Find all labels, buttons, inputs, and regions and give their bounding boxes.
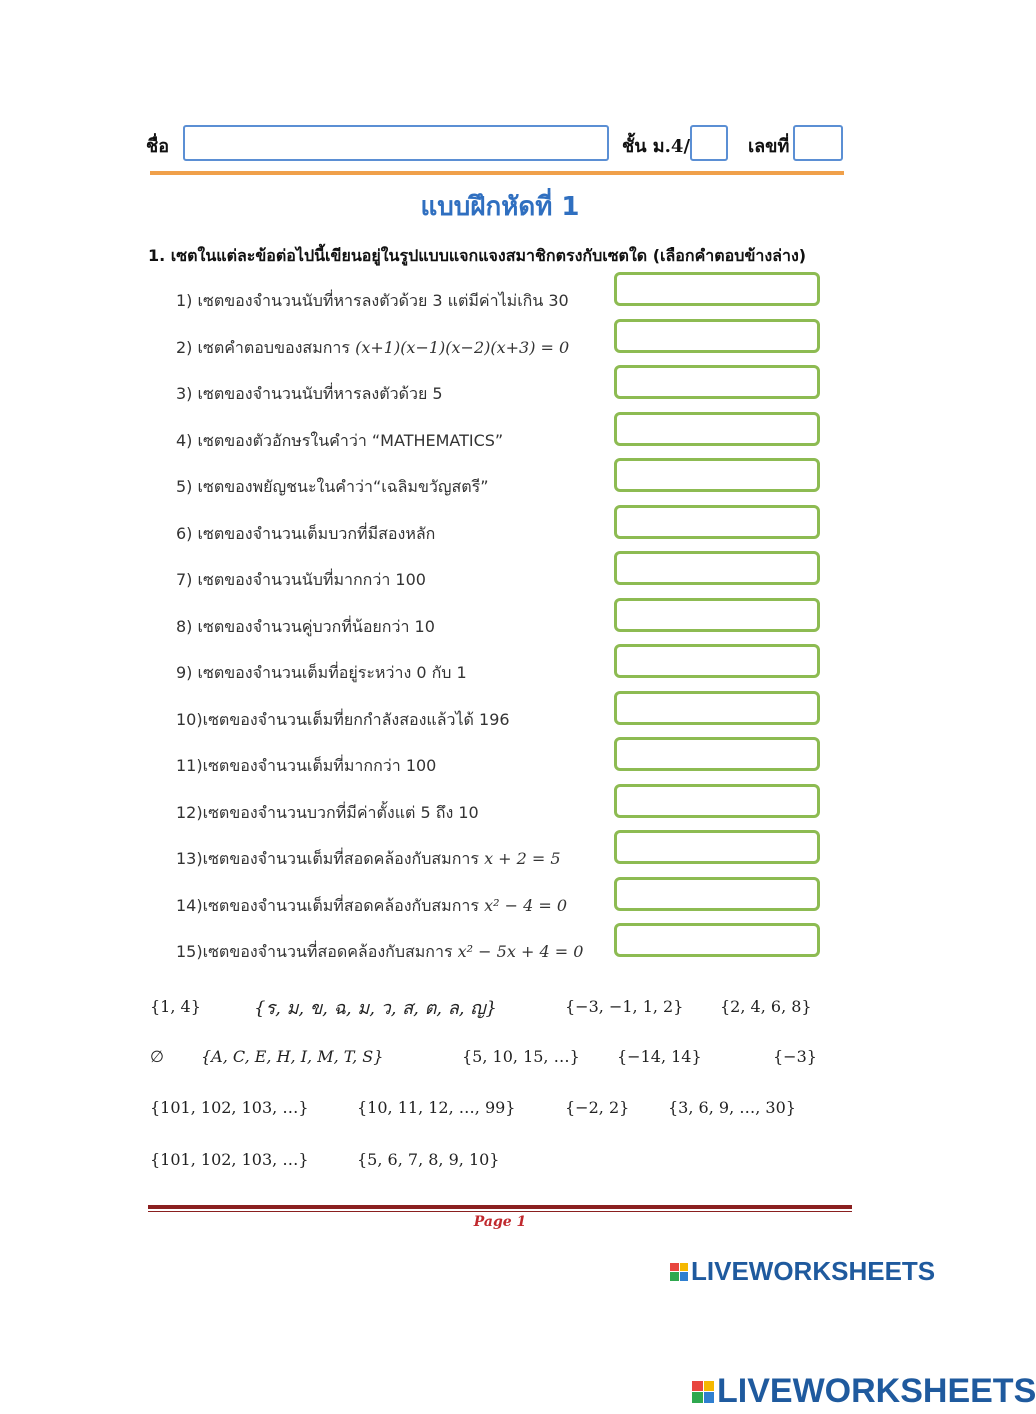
class-label: ชั้น ม.4/ bbox=[622, 136, 691, 157]
item-3 bbox=[176, 382, 443, 407]
item-equation: x + 2 = 5 bbox=[484, 849, 561, 868]
class-input[interactable] bbox=[690, 125, 728, 161]
answer-box-5[interactable] bbox=[614, 458, 820, 492]
brand-logo-inner bbox=[670, 1256, 935, 1287]
item-equation: (x+1)(x−1)(x−2)(x+3) = 0 bbox=[355, 338, 570, 357]
footer-divider-thin bbox=[148, 1211, 852, 1212]
brand-text: LIVEWORKSHEETS bbox=[691, 1256, 936, 1286]
item-14 bbox=[176, 894, 567, 919]
question-text: 1. เซตในแต่ละข้อต่อไปนี้เขียนอยู่ในรูปแบบแจกแจงสมาชิกตรงกับเซตใด (เลือกคำตอบข้างล่าง) bbox=[148, 246, 807, 265]
item-15 bbox=[176, 940, 583, 965]
choice-2: {ร, ม, ข, ฉ, ม, ว, ส, ต, ล, ญ} bbox=[254, 998, 498, 1019]
item-text: 8) เซตของจำนวนคู่บวกที่น้อยกว่า 10 bbox=[176, 617, 435, 636]
item-11 bbox=[176, 754, 436, 779]
brand-text: LIVEWORKSHEETS bbox=[717, 1372, 1036, 1410]
item-text: 15)เซตของจำนวนที่สอดคล้องกับสมการ bbox=[176, 942, 458, 961]
item-text: 12)เซตของจำนวนบวกที่มีค่าตั้งแต่ 5 ถึง 10 bbox=[176, 803, 479, 822]
choice-10: {101, 102, 103, …} bbox=[150, 1098, 309, 1117]
choice-14: {101, 102, 103, …} bbox=[150, 1150, 309, 1169]
item-text: 6) เซตของจำนวนเต็มบวกที่มีสองหลัก bbox=[176, 524, 436, 543]
item-text: 5) เซตของพยัญชนะในคำว่า“เฉลิมขวัญสตรี” bbox=[176, 477, 489, 496]
answer-box-9[interactable] bbox=[614, 644, 820, 678]
header-divider bbox=[150, 171, 844, 175]
name-label: ชื่อ bbox=[146, 136, 170, 157]
answer-box-3[interactable] bbox=[614, 365, 820, 399]
item-text: 9) เซตของจำนวนเต็มที่อยู่ระหว่าง 0 กับ 1 bbox=[176, 663, 467, 682]
answer-box-11[interactable] bbox=[614, 737, 820, 771]
footer-divider bbox=[148, 1205, 852, 1209]
choice-3: {−3, −1, 1, 2} bbox=[565, 997, 684, 1016]
choice-4: {2, 4, 6, 8} bbox=[720, 997, 812, 1016]
item-4 bbox=[176, 429, 503, 454]
liveworksheets-icon bbox=[692, 1381, 714, 1403]
item-text: 2) เซตคำตอบของสมการ bbox=[176, 338, 356, 357]
page-number: Page 1 bbox=[473, 1214, 527, 1230]
name-input[interactable] bbox=[183, 125, 609, 161]
choice-15: {5, 6, 7, 8, 9, 10} bbox=[357, 1150, 500, 1169]
item-7 bbox=[176, 568, 426, 593]
answer-box-12[interactable] bbox=[614, 784, 820, 818]
choice-1: {1, 4} bbox=[150, 997, 201, 1016]
answer-box-8[interactable] bbox=[614, 598, 820, 632]
item-text: 7) เซตของจำนวนนับที่มากกว่า 100 bbox=[176, 570, 426, 589]
item-text: 11)เซตของจำนวนเต็มที่มากกว่า 100 bbox=[176, 756, 437, 775]
item-9 bbox=[176, 661, 467, 686]
number-label: เลขที่ bbox=[748, 136, 790, 157]
answer-box-13[interactable] bbox=[614, 830, 820, 864]
choice-9: {−3} bbox=[773, 1047, 817, 1066]
item-text: 10)เซตของจำนวนเต็มที่ยกกำลังสองแล้วได้ 196 bbox=[176, 710, 510, 729]
item-equation: x² − 5x + 4 = 0 bbox=[457, 942, 584, 961]
answer-box-2[interactable] bbox=[614, 319, 820, 353]
choice-12: {−2, 2} bbox=[565, 1098, 630, 1117]
page-title: แบบฝึกหัดที่ 1 bbox=[420, 192, 580, 222]
choice-13: {3, 6, 9, …, 30} bbox=[668, 1098, 796, 1117]
choice-11: {10, 11, 12, …, 99} bbox=[357, 1098, 516, 1117]
item-text: 1) เซตของจำนวนนับที่หารลงตัวด้วย 3 แต่มีค่าไม่เกิน 30 bbox=[176, 291, 569, 310]
brand-logo-outer[interactable] bbox=[692, 1372, 1036, 1411]
choice-6: {A, C, E, H, I, M, T, S} bbox=[201, 1047, 384, 1066]
liveworksheets-icon bbox=[670, 1263, 688, 1281]
item-2 bbox=[176, 336, 569, 361]
item-10 bbox=[176, 708, 510, 733]
answer-box-15[interactable] bbox=[614, 923, 820, 957]
choice-8: {−14, 14} bbox=[617, 1047, 702, 1066]
answer-box-10[interactable] bbox=[614, 691, 820, 725]
item-1 bbox=[176, 289, 569, 314]
answer-box-4[interactable] bbox=[614, 412, 820, 446]
item-text: 14)เซตของจำนวนเต็มที่สอดคล้องกับสมการ bbox=[176, 896, 485, 915]
item-equation: x² − 4 = 0 bbox=[484, 896, 568, 915]
answer-box-6[interactable] bbox=[614, 505, 820, 539]
item-text: 4) เซตของตัวอักษรในคำว่า “MATHEMATICS” bbox=[176, 431, 504, 450]
item-text: 13)เซตของจำนวนเต็มที่สอดคล้องกับสมการ bbox=[176, 849, 485, 868]
answer-box-1[interactable] bbox=[614, 272, 820, 306]
answer-box-7[interactable] bbox=[614, 551, 820, 585]
answer-box-14[interactable] bbox=[614, 877, 820, 911]
choice-7: {5, 10, 15, …} bbox=[462, 1047, 580, 1066]
item-5 bbox=[176, 475, 489, 500]
item-6 bbox=[176, 522, 435, 547]
item-12 bbox=[176, 801, 479, 826]
item-8 bbox=[176, 615, 435, 640]
item-13 bbox=[176, 847, 561, 872]
item-text: 3) เซตของจำนวนนับที่หารลงตัวด้วย 5 bbox=[176, 384, 443, 403]
choice-5: ∅ bbox=[150, 1047, 164, 1066]
number-input[interactable] bbox=[793, 125, 843, 161]
